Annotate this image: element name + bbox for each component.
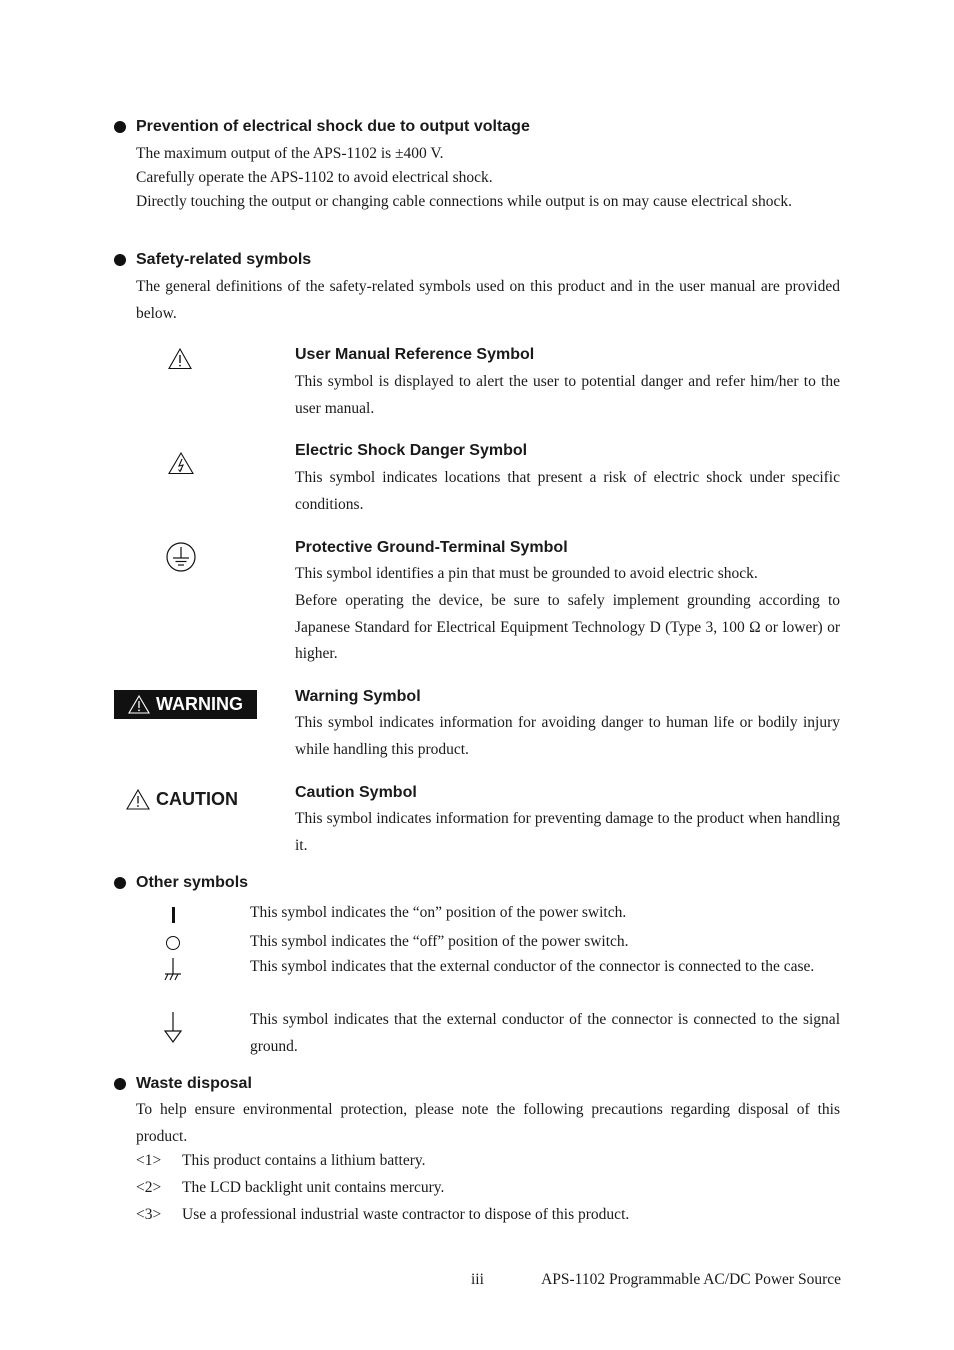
symbol-desc-shock: This symbol indicates locations that present a risk of electric shock under specific conditions.: [295, 469, 840, 513]
warning-triangle-icon: [168, 348, 192, 375]
waste-item-text: This product contains a lithium battery.: [182, 1152, 426, 1169]
waste-item-text: Use a professional industrial waste contractor to dispose of this product.: [182, 1206, 630, 1223]
section-heading-other: Other symbols: [136, 874, 249, 891]
waste-intro: To help ensure environmental protection, please note the following precautions regarding disposal of this product.: [136, 1101, 840, 1145]
protective-ground-icon: [165, 541, 197, 578]
section-heading-waste: Waste disposal: [136, 1075, 252, 1092]
power-off-icon: [166, 936, 180, 950]
shock-line-1: The maximum output of the APS-1102 is ±400 V.: [136, 145, 444, 162]
warning-label-text: WARNING: [156, 694, 243, 714]
caution-label-text: CAUTION: [156, 789, 238, 809]
symbol-title-shock: Electric Shock Danger Symbol: [295, 442, 528, 459]
symbol-title-manual: User Manual Reference Symbol: [295, 346, 535, 363]
section-heading-shock: Prevention of electrical shock due to output voltage: [136, 118, 530, 135]
symbol-desc-manual: This symbol is displayed to alert the user to potential danger and refer him/her to the user manual.: [295, 373, 840, 417]
bullet-icon: [114, 1078, 126, 1090]
section-heading-safety: Safety-related symbols: [136, 251, 312, 268]
other-text-on: This symbol indicates the “on” position of the power switch.: [250, 904, 627, 921]
shock-line-3: Directly touching the output or changing cable connections while output is on may cause electrical shock.: [136, 193, 792, 210]
caution-label: [126, 789, 238, 810]
electric-shock-icon: [168, 452, 194, 480]
symbol-title-ground: Protective Ground-Terminal Symbol: [295, 539, 568, 556]
chassis-ground-icon: [162, 957, 184, 988]
shock-line-2: Carefully operate the APS-1102 to avoid electrical shock.: [136, 169, 493, 186]
other-text-off: This symbol indicates the “off” position of the power switch.: [250, 933, 629, 950]
symbol-desc-caution: This symbol indicates information for preventing damage to the product when handling it.: [295, 810, 840, 854]
symbol-desc-ground: This symbol identifies a pin that must be grounded to avoid electric shock.: [295, 565, 758, 582]
bullet-icon: [114, 121, 126, 133]
page-number: iii: [471, 1271, 484, 1288]
warning-triangle-icon: [126, 789, 150, 810]
power-on-icon: [172, 907, 175, 923]
warning-triangle-icon: [128, 695, 150, 714]
safety-intro: The general definitions of the safety-related symbols used on this product and in the user manual are provided below.: [136, 278, 840, 322]
symbol-desc-ground-2: Before operating the device, be sure to safely implement grounding according to Japanese Standard for Electrical Equipment Technology D (Type 3, 100 Ω or lower) or higher.: [295, 592, 840, 662]
symbol-desc-warning: This symbol indicates information for avoiding danger to human life or bodily injury while handling this product.: [295, 714, 840, 758]
other-text-signal: This symbol indicates that the external conductor of the connector is connected to the signal ground.: [250, 1011, 840, 1055]
signal-ground-icon: [163, 1011, 183, 1050]
other-text-chassis: This symbol indicates that the external conductor of the connector is connected to the case.: [250, 958, 815, 975]
bullet-icon: [114, 877, 126, 889]
waste-item-num: <1>: [136, 1152, 162, 1169]
footer-title: APS-1102 Programmable AC/DC Power Source: [541, 1271, 841, 1288]
symbol-title-warning: Warning Symbol: [295, 688, 421, 705]
bullet-icon: [114, 254, 126, 266]
symbol-title-caution: Caution Symbol: [295, 784, 417, 801]
waste-item-num: <3>: [136, 1206, 162, 1223]
waste-item-num: <2>: [136, 1179, 162, 1196]
warning-label: [114, 690, 257, 719]
waste-item-text: The LCD backlight unit contains mercury.: [182, 1179, 445, 1196]
